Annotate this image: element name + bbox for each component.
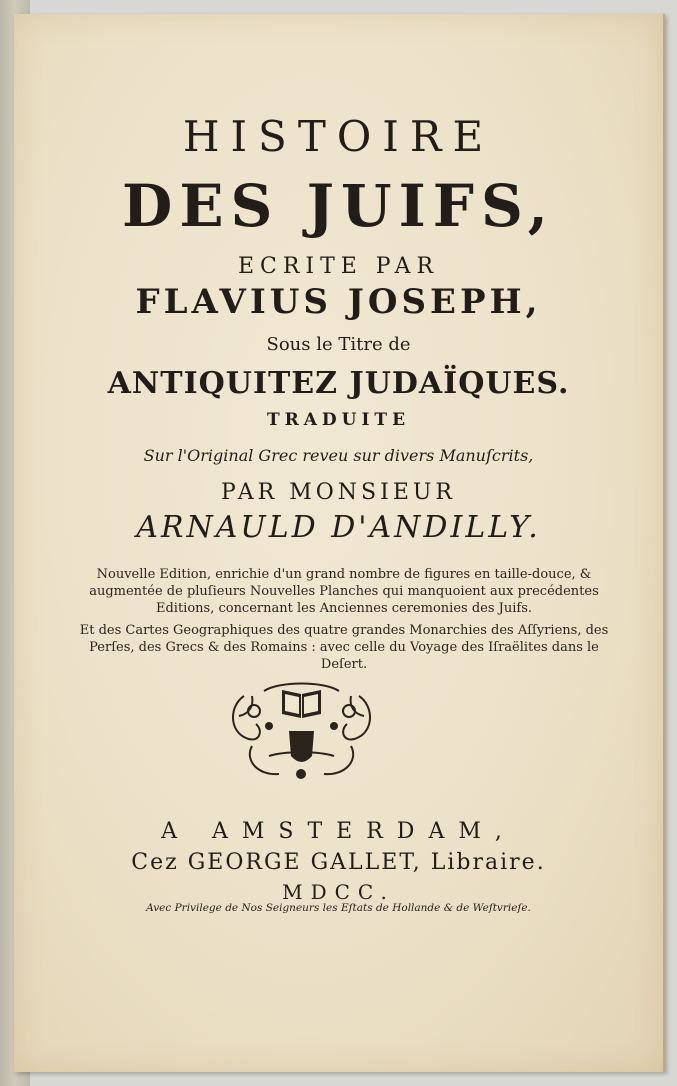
title-page [14,14,665,1072]
par-monsieur: PAR MONSIEUR [221,480,456,505]
sous-le-titre: Sous le Titre de [266,334,411,355]
place-amsterdam: A AMSTERDAM, [161,819,516,844]
ecrite-par: ECRITE PAR [237,254,440,279]
author-name: FLAVIUS JOSEPH, [135,282,542,322]
edition-note: Nouvelle Edition, enrichie d'un grand nombre de figures en taille-douce, & augmentée de pluſieurs Nouvelles Planches qui manquoient aux precédentes Editions, concernant les Anciennes ceremonies des Juifs. [89,567,599,616]
publisher-line: Cez GEORGE GALLET, Libraire. [131,850,546,875]
traduite: TRADUITE [266,410,411,430]
title-histoire: HISTOIRE [182,112,495,161]
subtitle-antiquitez: ANTIQUITEZ JUDAÏQUES. [107,366,570,401]
title-des-juifs: DES JUIFS, [122,172,555,240]
original-grec-line: Sur l'Original Grec reveu sur divers Manuſcrits, [143,446,534,465]
privilege-line: Avec Privilege de Nos Seigneurs les Eſtats de Hollande & de Weſtvrieſe. [146,902,531,914]
publication-year: MDCC. [282,880,395,904]
translator-name: ARNAULD D'ANDILLY. [136,510,541,545]
maps-note: Et des Cartes Geographiques des quatre grandes Monarchies des Aſſyriens, des Perſes, des Grecs & des Romains : avec celle du Voyage des Iſraëlites dans le Deſert. [79,623,609,672]
printers-device-icon [224,676,379,791]
